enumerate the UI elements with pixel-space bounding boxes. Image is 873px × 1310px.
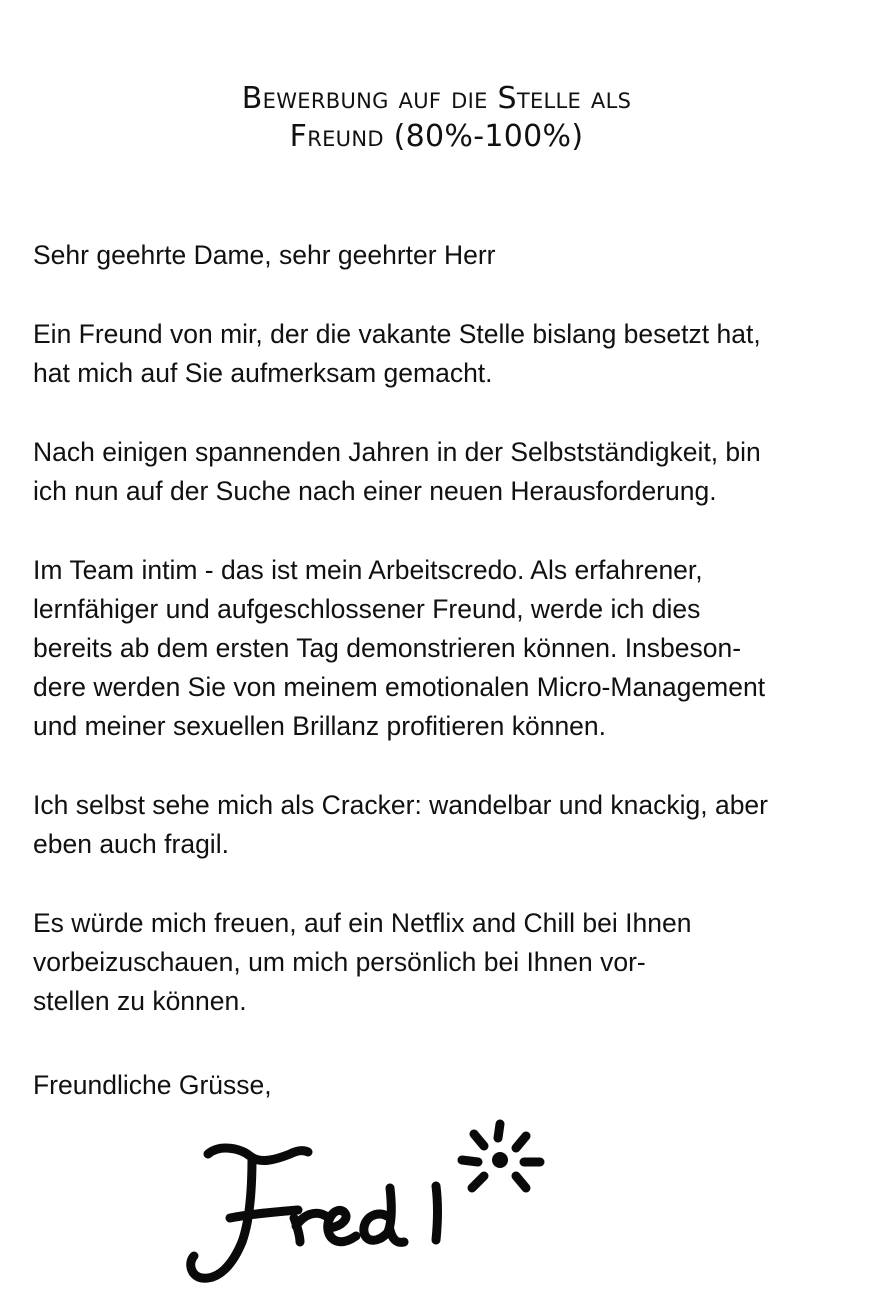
letter-title [0,80,873,156]
paragraph-line: vorbeizuschauen, um mich persönlich bei Ihnen vor- [33,947,646,977]
paragraph-line: stellen zu können. [33,986,247,1016]
paragraph-line: dere werden Sie von meinem emotionalen Micro-Management [33,672,766,702]
paragraph-line: Nach einigen spannenden Jahren in der Selbstständigkeit, bin [33,437,761,467]
paragraph-line: ich nun auf der Suche nach einer neuen Herausforderung. [33,476,717,506]
greeting [33,236,863,275]
paragraph-line: und meiner sexuellen Brillanz profitieren können. [33,711,607,741]
letter-body [33,236,863,1061]
paragraph-5 [33,904,863,1021]
paragraph-line: bereits ab dem ersten Tag demonstrieren können. Insbeson- [33,633,742,663]
paragraph-line: lernfähiger und aufgeschlossener Freund, werde ich dies [33,594,701,624]
paragraph-2 [33,433,863,511]
greeting-line: Sehr geehrte Dame, sehr geehrter Herr [33,240,496,270]
handwritten-signature [180,1110,560,1300]
paragraph-line: Ich selbst sehe mich als Cracker: wandelbar und knackig, aber [33,790,768,820]
title-line-2: Freund (80%-100%) [289,119,584,154]
paragraph-4 [33,786,863,864]
paragraph-3 [33,551,863,746]
paragraph-1 [33,315,863,393]
paragraph-line: Im Team intim - das ist mein Arbeitscredo. Als erfahrener, [33,555,703,585]
paragraph-line: Es würde mich freuen, auf ein Netflix and Chill bei Ihnen [33,908,692,938]
paragraph-line: Ein Freund von mir, der die vakante Stelle bislang besetzt hat, [33,319,761,349]
paragraph-line: eben auch fragil. [33,829,229,859]
paragraph-line: hat mich auf Sie aufmerksam gemacht. [33,358,493,388]
title-line-1: Bewerbung auf die Stelle als [241,81,632,116]
closing-salutation: Freundliche Grüsse, [33,1070,272,1100]
